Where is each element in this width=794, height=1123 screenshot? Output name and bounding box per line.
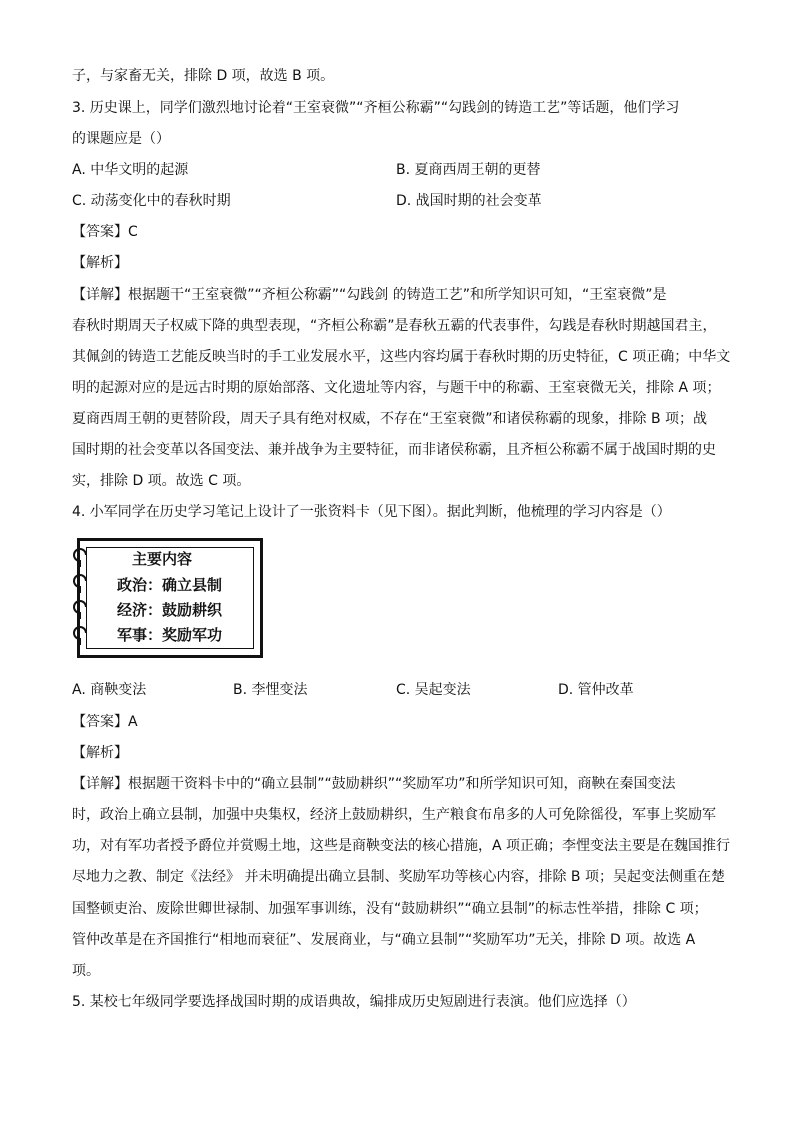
q3-option-a: A. 中华文明的起源 bbox=[72, 162, 189, 178]
question-4-stem: 4. 小军同学在历史学习笔记上设计了一张资料卡（见下图）。据此判断，他梳理的学习内容是（） bbox=[72, 504, 671, 520]
q4-detail-line: 时，政治上确立县制，加强中央集权，经济上鼓励耕织，生产粮食布帛多的人可免除徭役，军事上奖励军 bbox=[72, 807, 716, 823]
q4-option-b: B. 李悝变法 bbox=[233, 682, 308, 698]
q4-detail-line: 功，对有军功者授予爵位并赏赐土地，这些是商鞅变法的核心措施，A 项正确；李悝变法主要是在魏国推行 bbox=[72, 838, 731, 854]
q3-option-d: D. 战国时期的社会变革 bbox=[396, 193, 542, 209]
q3-detail-line: 夏商西周王朝的更替阶段，周天子具有绝对权威，不存在“王室衰微”和诸侯称霸的现象，排除 B 项；战 bbox=[72, 411, 708, 427]
question-3-stem: 3. 历史课上，同学们激烈地讨论着“王室衰微”“齐桓公称霸”“勾践剑的铸造工艺”等话题，他们学习 bbox=[72, 100, 680, 116]
q3-analysis-heading: 【解析】 bbox=[72, 255, 128, 271]
q3-answer: 【答案】C bbox=[72, 224, 138, 240]
q4-answer: 【答案】A bbox=[72, 714, 138, 730]
q3-detail-line: 其佩剑的铸造工艺能反映当时的手工业发展水平，这些内容均属于春秋时期的历史特征，C 项正确；中华文 bbox=[72, 349, 731, 365]
card-title: 主要内容 bbox=[132, 550, 193, 568]
q4-option-a: A. 商鞅变法 bbox=[72, 682, 147, 698]
text-line: 子，与家畜无关，排除 D 项，故选 B 项。 bbox=[72, 68, 335, 84]
question-3-stem-cont: 的课题应是（） bbox=[72, 131, 170, 147]
q4-option-c: C. 吴起变法 bbox=[396, 682, 471, 698]
data-card-figure bbox=[77, 538, 263, 658]
q3-detail-line: 实，排除 D 项。故选 C 项。 bbox=[72, 473, 251, 489]
q4-detail-line: 管仲改革是在齐国推行“相地而衰征”、发展商业，与“确立县制”“奖励军功”无关，排除 D 项。故选 A bbox=[72, 932, 696, 948]
card-row-economy: 经济：鼓励耕织 bbox=[117, 601, 223, 619]
notebook-rings-icon bbox=[70, 541, 100, 651]
q4-detail-line: 项。 bbox=[72, 963, 100, 979]
q4-detail-line: 【详解】根据题干资料卡中的“确立县制”“鼓励耕织”“奖励军功”和所学知识可知，商鞅在秦国变法 bbox=[72, 776, 676, 792]
card-row-military: 军事：奖励军功 bbox=[117, 626, 223, 644]
q3-detail-line: 明的起源对应的是远古时期的原始部落、文化遗址等内容，与题干中的称霸、王室衰微无关，排除 A 项； bbox=[72, 380, 721, 396]
q3-detail-line: 【详解】根据题干“王室衰微”“齐桓公称霸”“勾践剑 的铸造工艺”和所学知识可知，“王室衰微”是 bbox=[72, 287, 667, 303]
q3-option-b: B. 夏商西周王朝的更替 bbox=[396, 162, 541, 178]
card-row-politics: 政治：确立县制 bbox=[117, 576, 223, 594]
q3-option-c: C. 动荡变化中的春秋时期 bbox=[72, 193, 231, 209]
q4-option-d: D. 管仲改革 bbox=[558, 682, 634, 698]
q3-detail-line: 春秋时期周天子权威下降的典型表现，“齐桓公称霸”是春秋五霸的代表事件，勾践是春秋时期越国君主， bbox=[72, 318, 717, 334]
q4-detail-line: 国整顿吏治、废除世卿世禄制、加强军事训练，没有“鼓励耕织”“确立县制”的标志性举措，排除 C 项； bbox=[72, 901, 708, 917]
q4-detail-line: 尽地力之教、制定《法经》 并未明确提出确立县制、奖励军功等核心内容，排除 B 项；吴起变法侧重在楚 bbox=[72, 869, 725, 885]
q4-analysis-heading: 【解析】 bbox=[72, 745, 128, 761]
question-5-stem: 5. 某校七年级同学要选择战国时期的成语典故，编排成历史短剧进行表演。他们应选择（） bbox=[72, 994, 636, 1010]
q3-detail-line: 国时期的社会变革以各国变法、兼并战争为主要特征，而非诸侯称霸，且齐桓公称霸不属于战国时期的史 bbox=[72, 442, 716, 458]
